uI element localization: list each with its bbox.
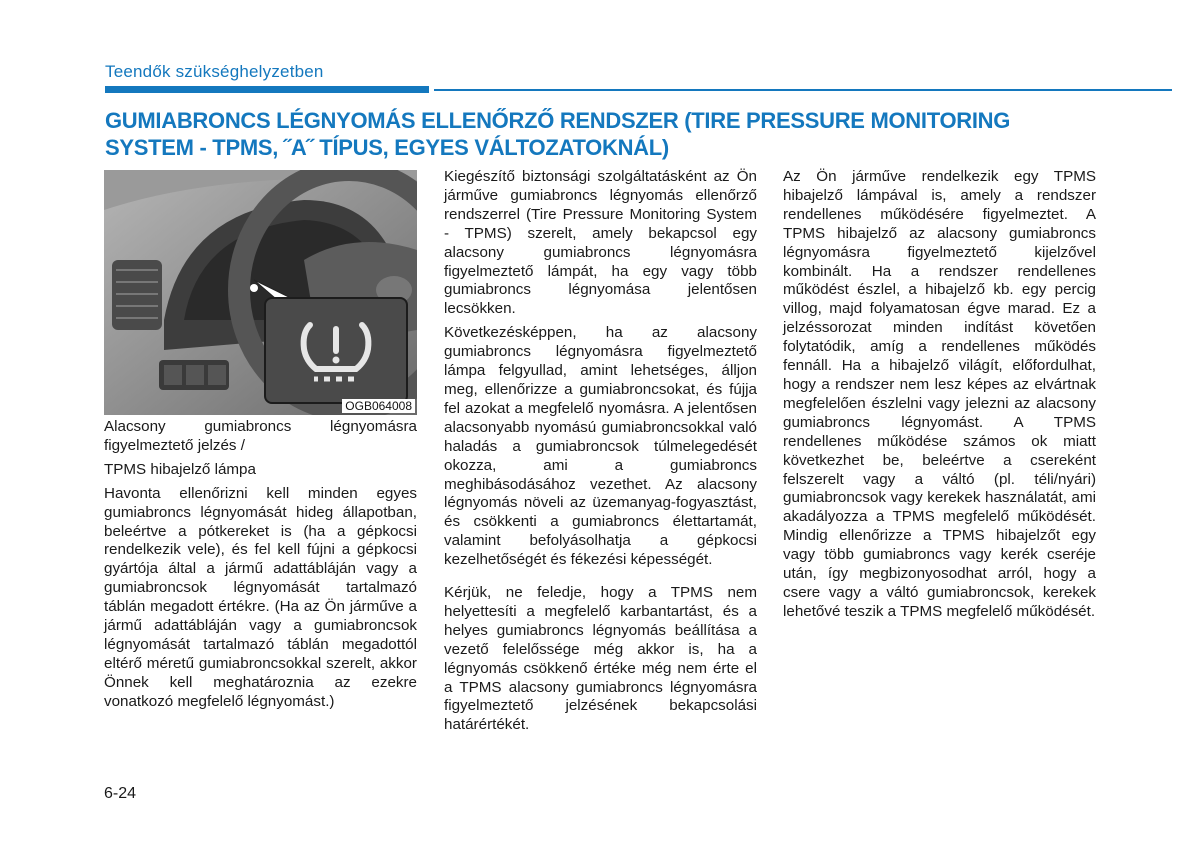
column-2-paragraph-3: Kérjük, ne feledje, hogy a TPMS nem helyettesíti a megfelelő karbantartást, és a helyes gumiabroncs légnyomás beállítása a vezető felelőssége még akkor is, ha a légnyomás csökkenő értéke még nem érte el a TPMS alacsony gumiabroncs légnyomásra figyelmeztető jelzésének bekapcsolási határértékét. xyxy=(444,584,757,734)
heading-line-1: GUMIABRONCS LÉGNYOMÁS ELLENŐRZŐ RENDSZER (TIRE PRESSURE MONITORING xyxy=(105,108,1011,133)
dashboard-photo xyxy=(104,170,417,415)
column-2-paragraph-1: Kiegészítő biztonsági szolgáltatásként az Ön járműve gumiabroncs légnyomás ellenőrző rendszerrel (Tire Pressure Monitoring System - TPMS) szerelt, amely bekapcsol egy alacsony gumiabroncs légnyomásra figyelmeztető lámpát, ha egy vagy több gumiabroncs légnyomása jelentősen lecsökken. xyxy=(444,168,757,318)
header-rule-thin xyxy=(434,89,1172,91)
section-title: Teendők szükséghelyzetben xyxy=(105,62,324,81)
column-1 xyxy=(104,418,417,717)
column-3 xyxy=(783,168,1096,627)
column-2-paragraph-2: Következésképpen, ha az alacsony gumiabroncs légnyomásra figyelmeztető lámpa felgyullad, amint lehetséges, álljon meg, ellenőrizze a gumiabroncsokat, és fújja fel azokat a megfelelő nyomásra. A jelentősen alacsonyabb nyomású gumiabroncsokkal való haladás a gumiabroncsok túlmelegedését okozza, ami a gumiabroncs meghibásodásához vezethet. Az alacsony légnyomás növeli az üzemanyag-fogyasztást, és csökkenti a gumiabroncs élettartamát, valamint befolyásolhatja a gépkocsi kezelhetőségét és fékezési képességét. xyxy=(444,324,757,569)
figure-code: OGB064008 xyxy=(342,399,415,413)
tire-pressure-warning-icon xyxy=(266,299,406,402)
column-2 xyxy=(444,168,757,740)
column-3-paragraph-1: Az Ön járműve rendelkezik egy TPMS hibajelző lámpával is, amely a rendszer rendellenes működésére figyelmeztet. A TPMS hibajelző az alacsony gumiabroncs légnyomásra figyelmeztető kijelzővel kombinált. Ha a rendszer rendellenes működést észlel, a hibajelző kb. egy percig villog, majd folyamatosan égve marad. Ez a jelzéssorozat minden indítást követően folytatódik, amíg a rendellenes működés fennáll. Ha a hibajelző világít, előfordulhat, hogy a rendszer nem lesz képes az elvártnak megfelelően észlelni vagy jelezni az alacsony gumiabroncs légnyomást. A TPMS rendellenes működése számos ok miatt következhet be, beleértve a csereként felszerelt vagy a váltó (pl. téli/nyári) gumiabroncsok vagy kerekek használatát, ami akadályozza a TPMS megfelelő működését. Mindig ellenőrizze a TPMS hibajelzőt egy vagy több gumiabroncs vagy kerék cseréje után, így megbizonyosodhat arról, hogy a csere vagy a váltó gumiabroncsok, kerekek lehetővé teszik a TPMS megfelelő működését. xyxy=(783,168,1096,620)
figure-caption-line-1: Alacsony gumiabroncs légnyomásra figyelmeztető jelzés / xyxy=(104,418,417,454)
heading-line-2: SYSTEM - TPMS, ˝A˝ TÍPUS, EGYES VÁLTOZATOKNÁL) xyxy=(105,135,669,160)
figure-caption-line-2: TPMS hibajelző lámpa xyxy=(104,460,256,478)
page-heading xyxy=(105,107,1105,161)
page-number: 6-24 xyxy=(104,785,137,802)
tpms-warning-lamp xyxy=(264,297,408,404)
column-1-paragraph-1: Havonta ellenőrizni kell minden egyes gumiabroncs légnyomását hideg állapotban, beleértve a pótkereket is (ha a gépkocsi rendelkezik vele), és fel kell fújni a gépkocsi gyártója által a jármű adattábláján vagy a gumiabroncsok légnyomását tartalmazó táblán megadott értékre. (Ha az Ön járműve a jármű adattábláján vagy a gumiabroncsok légnyomását tartalmazó táblán megadottól eltérő méretű gumiabroncsokkal szerelt, akkor Önnek kell meghatároznia az ezekre vonatkozó megfelelő légnyomást.) xyxy=(104,484,417,710)
header-rule-thick xyxy=(105,86,429,93)
